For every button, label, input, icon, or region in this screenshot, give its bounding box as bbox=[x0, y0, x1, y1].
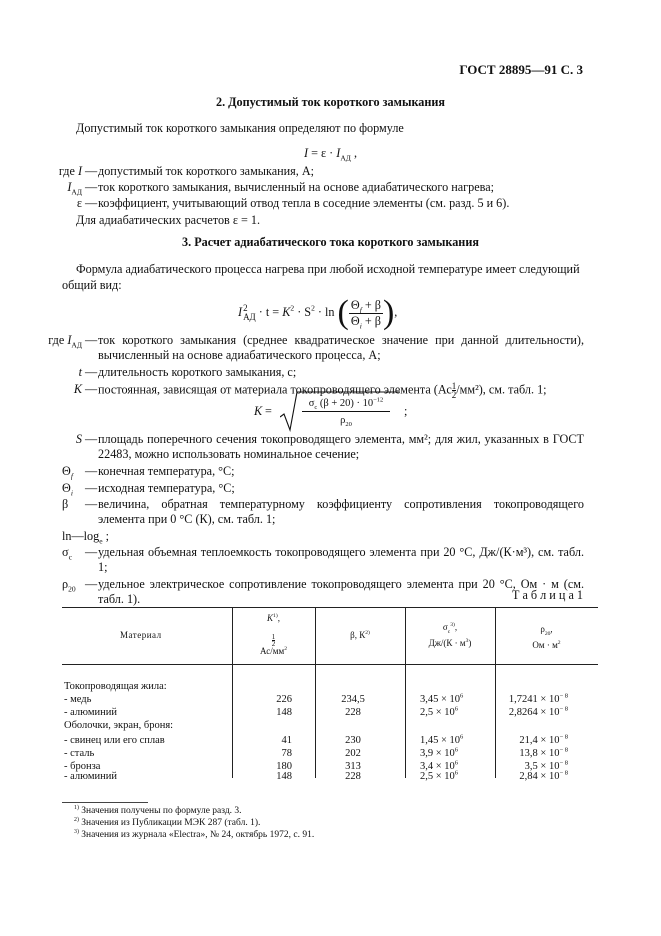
def-lead: $\Theta_f$ bbox=[62, 464, 73, 481]
def-dash: — bbox=[85, 545, 98, 559]
footnote-1: $^{1)}$ Значения получены по формуле разд. 3. bbox=[74, 804, 242, 816]
section-3-intro-1: Формула адиабатического процесса нагрева при любой исходной температуре имеет следующий bbox=[76, 262, 580, 276]
def-dash: — bbox=[85, 164, 98, 178]
def-dash: — bbox=[85, 333, 98, 347]
formula-eq: = ε · bbox=[308, 146, 337, 160]
def-lead: S bbox=[75, 432, 82, 446]
section-3-title: 3. Расчет адиабатического тока короткого замыкания bbox=[182, 235, 479, 249]
table-caption: Т а б л и ц а 1 bbox=[511, 588, 583, 602]
def-lead: $I_{АД}$ bbox=[67, 180, 82, 197]
def-dash: — bbox=[85, 196, 98, 210]
table-header-beta: β, $К^{2)}$ bbox=[350, 630, 370, 640]
formula-tail: , bbox=[350, 146, 358, 160]
def-text: удельная объемная теплоемкость токопроводящего элемента при 20 °С, Дж/(К·м³), см. табл. 1; bbox=[98, 545, 584, 575]
def-lead: β bbox=[62, 497, 69, 511]
s2-def-2 bbox=[0, 196, 661, 212]
footnote-3: $^{3)}$ Значения из журнала «Electra», № 24, октябрь 1972, с. 91. bbox=[74, 828, 315, 840]
def-lead: t bbox=[78, 365, 82, 379]
def-dash: — bbox=[85, 577, 98, 591]
def-dash: — bbox=[85, 180, 98, 194]
s3-def2-3 bbox=[0, 497, 661, 529]
s3-def-1 bbox=[0, 365, 661, 381]
def-text: конечная температура, °С; bbox=[98, 464, 235, 478]
def-text: постоянная, зависящая от материала токопроводящего элемента (Ас $\frac{1}{2}$ /мм²), см. табл. 1; bbox=[98, 381, 547, 401]
s3-def2-0 bbox=[0, 432, 661, 464]
formula-lhs: I bbox=[303, 146, 309, 160]
formula-adiabatic: I 2 АД · $t = K^2 \cdot S^2 \cdot \ln$ ( $\frac{\Theta_f + \beta}{\Theta_i + \beta}$ ), bbox=[238, 294, 398, 331]
table-header-k: $K^{1)}$, $\frac{1}{2}$ $Ас/мм^2$ bbox=[260, 613, 287, 657]
s3-def2-5 bbox=[0, 545, 661, 577]
table-header-rho: $\rho_{20}$, Ом · $м^2$ bbox=[532, 624, 561, 650]
k-denominator: $\rho_{20}$ bbox=[340, 415, 352, 429]
s2-def-1 bbox=[0, 180, 661, 196]
def-text: ток короткого замыкания (среднее квадратическое значение при данной длительности), вычисленный на основе адиабатического процесса, А; bbox=[98, 333, 584, 363]
table-group-title: Токопроводящая жила: bbox=[64, 681, 167, 692]
section-2-intro: Допустимый ток короткого замыкания определяют по формуле bbox=[76, 121, 404, 135]
ln-fraction: $\frac{\Theta_f + \beta}{\Theta_i + \beta}$ bbox=[350, 298, 381, 330]
def-dash: — bbox=[85, 464, 98, 478]
def-text: допустимый ток короткого замыкания, А; bbox=[98, 164, 315, 178]
footnote-2: $^{2)}$ Значения из Публикации МЭК 287 (табл. 1). bbox=[74, 816, 261, 828]
formula-allowable-current bbox=[0, 146, 661, 161]
def-text: коэффициент, учитывающий отвод тепла в соседние элементы (см. разд. 5 и 6). bbox=[98, 196, 510, 210]
formula-rhs: I bbox=[336, 146, 341, 160]
def-text: величина, обратная температурному коэффициенту сопротивления токопроводящего элемента при 0 °С (К), см. табл. 1; bbox=[98, 497, 584, 527]
table-header-sigma: $\sigma_c^{3)}$, $Дж/(К \cdot м^3)$ bbox=[428, 622, 472, 648]
footnote-rule bbox=[62, 802, 148, 803]
page-header: ГОСТ 28895—91 С. 3 bbox=[459, 62, 583, 77]
section-2-title: 2. Допустимый ток короткого замыкания bbox=[215, 95, 446, 109]
formula-rhs-sub: АД bbox=[340, 153, 351, 163]
section-3-intro-2: общий вид: bbox=[62, 278, 122, 292]
def-lead: $\rho_{20}$ bbox=[62, 577, 76, 594]
def-dash: — bbox=[85, 481, 98, 495]
def-dash: — bbox=[85, 365, 98, 379]
s3-def2-4 bbox=[0, 529, 661, 545]
def-lead: K bbox=[73, 382, 82, 396]
def-text: удельное электрическое сопротивление токопроводящего элемента при 20 °С, Ом · м (см. табл. 1). bbox=[98, 577, 584, 607]
def-dash: — bbox=[85, 432, 98, 446]
s3-def-0 bbox=[0, 333, 661, 365]
def-lead: $\ln—\log_e$ ; bbox=[62, 529, 110, 546]
s2-def-0 bbox=[0, 164, 661, 180]
table-header-rule bbox=[62, 664, 598, 665]
def-lead: где I bbox=[58, 164, 82, 178]
def-lead: где $I_{АД}$ bbox=[48, 333, 82, 350]
def-text: длительность короткого замыкания, с; bbox=[98, 365, 297, 379]
def-text: ток короткого замыкания, вычисленный на основе адиабатического нагрева; bbox=[98, 180, 495, 194]
s3-def2-2 bbox=[0, 481, 661, 497]
def-lead: $\Theta_i$ bbox=[62, 481, 73, 498]
section-2-note: Для адиабатических расчетов ε = 1. bbox=[76, 213, 261, 227]
s3-def2-1 bbox=[0, 464, 661, 480]
def-text: площадь поперечного сечения токопроводящего элемента, мм²; для жил, указанных в ГОСТ 22483, можно использовать номинальное сечение; bbox=[98, 432, 584, 462]
def-lead: $\sigma_c$ bbox=[62, 545, 72, 562]
table-group-title: Оболочки, экран, броня: bbox=[64, 720, 174, 731]
table-header-material: Материал bbox=[120, 630, 162, 640]
k-numerator: $\sigma_c$ $(\beta + 20) \cdot 10^{-12}$ bbox=[302, 397, 390, 412]
def-lead: ε bbox=[76, 196, 82, 210]
def-text: исходная температура, °С; bbox=[98, 481, 235, 495]
def-dash: — bbox=[85, 497, 98, 511]
def-dash: — bbox=[85, 382, 98, 396]
table-top-rule bbox=[62, 607, 598, 608]
